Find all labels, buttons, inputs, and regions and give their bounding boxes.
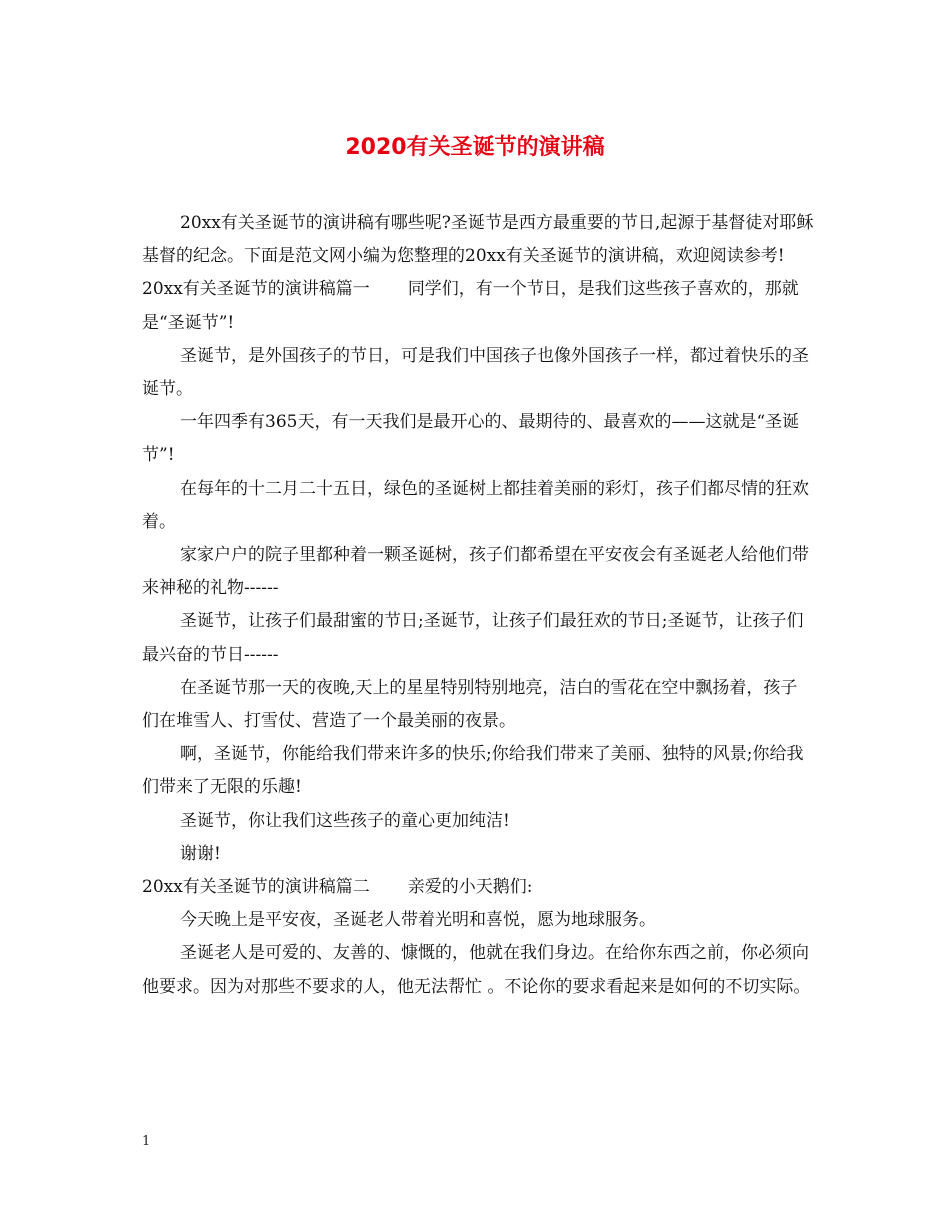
intro-paragraph: 20xx有关圣诞节的演讲稿有哪些呢?圣诞节是西方最重要的节日,起源于基督徒对耶稣基督的纪念。下面是范文网小编为您整理的20xx有关圣诞节的演讲稿，欢迎阅读参考! bbox=[142, 213, 814, 267]
document-title: 2020有关圣诞节的演讲稿 bbox=[345, 135, 605, 160]
section2-paragraph: 圣诞老人是可爱的、友善的、慷慨的，他就在我们身边。在给你东西之前，你必须向他要求。因为对那些不要求的人，他无法帮忙 。不论你的要求看起来是如何的不切实际。 bbox=[142, 943, 811, 997]
section1-heading: 20xx有关圣诞节的演讲稿篇一 bbox=[142, 279, 370, 300]
section2-heading: 20xx有关圣诞节的演讲稿篇二 bbox=[142, 877, 370, 898]
section2-paragraph: 今天晚上是平安夜，圣诞老人带着光明和喜悦，愿为地球服务。 bbox=[180, 910, 656, 931]
section1-paragraph: 一年四季有365天，有一天我们是最开心的、最期待的、最喜欢的——这就是“圣诞节”! bbox=[142, 412, 800, 466]
section1-paragraph: 圣诞节，是外国孩子的节日，可是我们中国孩子也像外国孩子一样，都过着快乐的圣诞节。 bbox=[142, 345, 809, 400]
section1-paragraph: 在圣诞节那一天的夜晚,天上的星星特别特别地亮，洁白的雪花在空中飘扬着，孩子们在堆雪人、打雪仗、营造了一个最美丽的夜景。 bbox=[142, 677, 798, 732]
section1-paragraph: 谢谢! bbox=[180, 843, 221, 864]
document-body bbox=[142, 207, 814, 1004]
page-number: 1 bbox=[142, 1134, 151, 1149]
section2-heading-line bbox=[142, 871, 814, 904]
section1-paragraph: 圣诞节，让孩子们最甜蜜的节日;圣诞节，让孩子们最狂欢的节日;圣诞节，让孩子们最兴奋的节日------ bbox=[142, 611, 804, 665]
section1-paragraph: 啊，圣诞节，你能给我们带来许多的快乐;你给我们带来了美丽、独特的风景;你给我们带来了无限的乐趣! bbox=[142, 744, 804, 798]
section1-lead: 同学们，有一个节日，是我们这些孩子喜欢的，那就是“圣诞节”! bbox=[142, 279, 799, 333]
section1-heading-line bbox=[142, 273, 814, 339]
section1-paragraph: 在每年的十二月二十五日，绿色的圣诞树上都挂着美丽的彩灯，孩子们都尽情的狂欢着。 bbox=[142, 478, 809, 532]
section1-paragraph: 圣诞节，你让我们这些孩子的童心更加纯洁! bbox=[180, 810, 510, 831]
section1-paragraph: 家家户户的院子里都种着一颗圣诞树，孩子们都希望在平安夜会有圣诞老人给他们带来神秘的礼物------ bbox=[142, 545, 809, 599]
section2-lead: 亲爱的小天鹅们: bbox=[407, 877, 533, 898]
